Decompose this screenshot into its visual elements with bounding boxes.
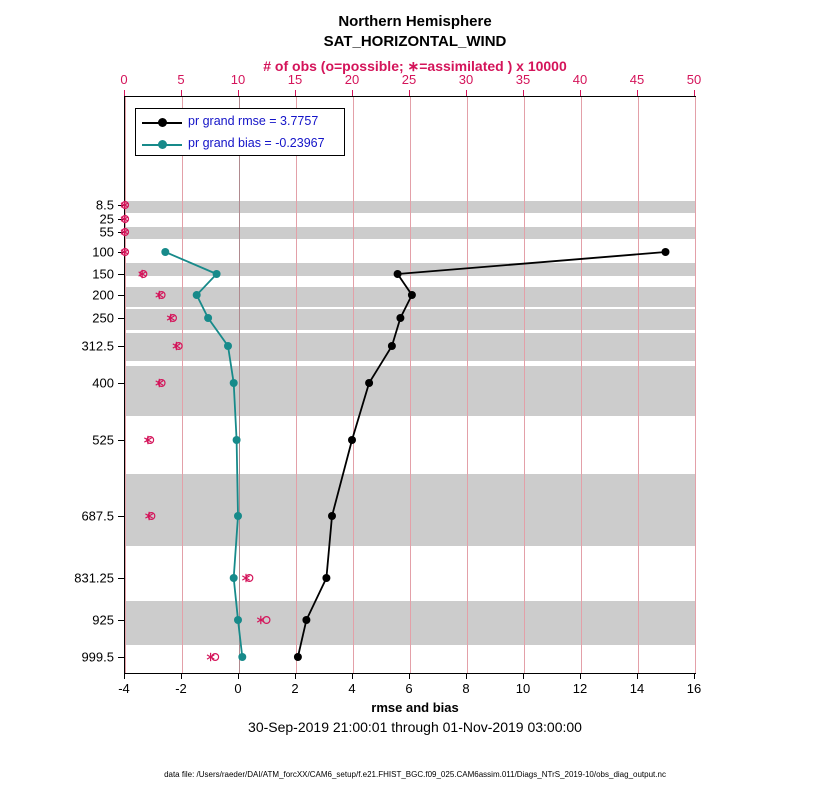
x-tick (694, 673, 695, 679)
y-tick (118, 657, 124, 658)
top-x-tick (694, 90, 695, 96)
y-tick (118, 232, 124, 233)
x-tick-label: 14 (629, 681, 645, 696)
x-tick (181, 673, 182, 679)
x-tick (580, 673, 581, 679)
x-tick (466, 673, 467, 679)
top-x-tick-label: 15 (287, 72, 303, 87)
y-tick-label: 525 (92, 432, 114, 448)
top-x-tick (295, 90, 296, 96)
top-x-tick (523, 90, 524, 96)
legend-item-rmse (136, 111, 344, 133)
footer-datafile: data file: /Users/raeder/DAI/ATM_forcXX/CAM6_setup/f.e21.FHIST_BGC.f09_025.CAM6assim.011/Diags_NTrS_2019-10/obs_diag_output.nc (164, 770, 666, 779)
y-tick (118, 205, 124, 206)
y-tick-label: 312.5 (81, 338, 114, 354)
y-tick (118, 219, 124, 220)
top-x-tick (181, 90, 182, 96)
y-tick-label: 100 (92, 244, 114, 260)
x-tick-label: 10 (515, 681, 531, 696)
x-tick-label: 4 (348, 681, 356, 696)
y-tick-label: 200 (92, 287, 114, 303)
x-tick-label: 0 (234, 681, 242, 696)
y-tick-label: 250 (92, 310, 114, 326)
x-tick-label: 8 (462, 681, 470, 696)
legend-item-bias (136, 133, 344, 155)
x-tick-label: 16 (686, 681, 702, 696)
y-tick (118, 252, 124, 253)
x-tick (124, 673, 125, 679)
y-tick (118, 274, 124, 275)
y-tick-label: 8.5 (95, 197, 114, 213)
top-x-tick (466, 90, 467, 96)
top-axis-title: # of obs (o=possible; ∗=assimilated ) x 10000 (263, 58, 567, 74)
top-x-tick (409, 90, 410, 96)
x-tick (238, 673, 239, 679)
top-x-tick (238, 90, 239, 96)
x-tick (409, 673, 410, 679)
x-axis-title: rmse and bias (371, 700, 459, 715)
y-tick-label: 150 (92, 266, 114, 282)
y-tick (118, 578, 124, 579)
top-x-tick (124, 90, 125, 96)
top-x-tick-label: 25 (401, 72, 417, 87)
y-tick (118, 516, 124, 517)
legend-marker-rmse (158, 118, 167, 127)
top-x-tick-label: 35 (515, 72, 531, 87)
legend-marker-bias (158, 140, 167, 149)
legend-label-rmse: pr grand rmse = 3.7757 (188, 114, 319, 128)
y-tick-label: 687.5 (81, 508, 114, 524)
x-tick (295, 673, 296, 679)
y-tick (118, 620, 124, 621)
legend (135, 108, 345, 156)
x-axis-subtitle: 30-Sep-2019 21:00:01 through 01-Nov-2019 03:00:00 (248, 719, 582, 735)
y-tick (118, 383, 124, 384)
top-x-tick (352, 90, 353, 96)
top-x-tick-label: 0 (120, 72, 128, 87)
x-tick-label: 2 (291, 681, 299, 696)
y-tick-label: 999.5 (81, 649, 114, 665)
top-x-tick-label: 30 (458, 72, 474, 87)
x-tick (523, 673, 524, 679)
y-tick-label: 400 (92, 375, 114, 391)
x-tick-label: -4 (118, 681, 130, 696)
legend-label-bias: pr grand bias = -0.23967 (188, 136, 325, 150)
top-x-tick (580, 90, 581, 96)
top-x-tick-label: 50 (686, 72, 702, 87)
x-tick-label: -2 (175, 681, 187, 696)
chart-title-line2: SAT_HORIZONTAL_WIND (323, 33, 507, 50)
y-tick (118, 440, 124, 441)
top-x-tick-label: 10 (230, 72, 246, 87)
y-tick-label: 25 (99, 211, 114, 227)
x-tick-label: 6 (405, 681, 413, 696)
top-x-tick (637, 90, 638, 96)
top-x-tick-label: 45 (629, 72, 645, 87)
top-x-tick-label: 40 (572, 72, 588, 87)
top-x-tick-label: 20 (344, 72, 360, 87)
y-tick (118, 318, 124, 319)
x-tick (637, 673, 638, 679)
x-tick-label: 12 (572, 681, 588, 696)
y-tick (118, 346, 124, 347)
chart-title-line1: Northern Hemisphere (338, 13, 492, 30)
y-tick-label: 831.25 (74, 570, 114, 586)
x-tick (352, 673, 353, 679)
top-x-tick-label: 5 (177, 72, 185, 87)
y-tick-label: 925 (92, 612, 114, 628)
y-tick-label: 55 (99, 224, 114, 240)
y-tick (118, 295, 124, 296)
